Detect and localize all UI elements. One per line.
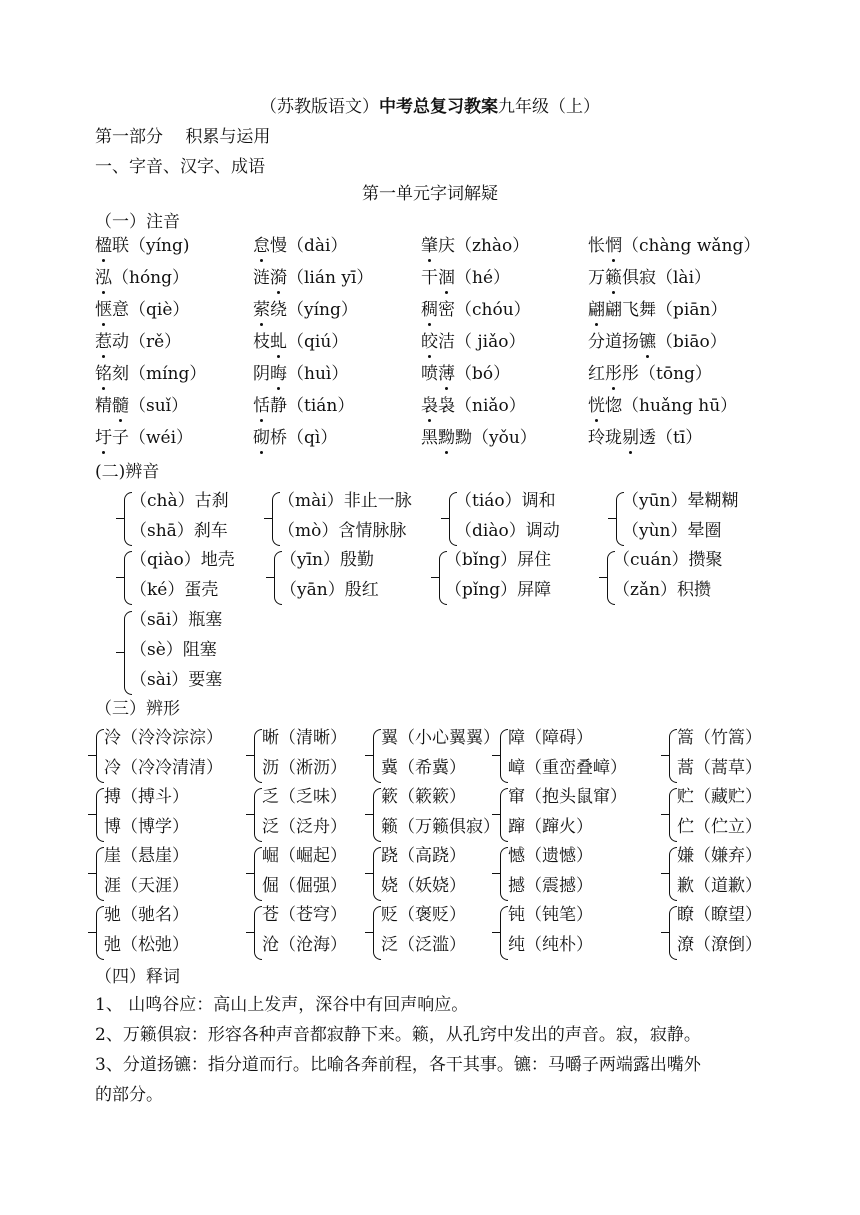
zhuyin-item — [95, 298, 189, 322]
reading: 桥（qì） — [270, 428, 338, 448]
bianxing-item: 蹿（蹿火） — [508, 817, 593, 837]
bianxing-item: 泠（泠泠淙淙） — [104, 728, 223, 748]
brace-mark — [500, 729, 508, 783]
bianxing-item: 驰（驰名） — [104, 905, 189, 925]
dotted-char: 砌 — [253, 428, 270, 448]
zhuyin-item — [253, 330, 348, 354]
dotted-char: 彤 — [605, 364, 622, 384]
bianxing-item: 泛（泛滥） — [381, 935, 466, 955]
bianxing-item: 钝（钝笔） — [508, 905, 593, 925]
dotted-char: 薄 — [438, 364, 455, 384]
word-part: 喷 — [421, 364, 438, 384]
reading: 密（chóu） — [438, 300, 531, 320]
bianyin-item: （cuán）攒聚 — [613, 550, 723, 570]
dotted-char: 萦 — [253, 300, 270, 320]
dotted-char: 晦 — [270, 364, 287, 384]
word-part: 红 — [588, 364, 605, 384]
zhuyin-item — [421, 298, 531, 322]
reading: 刻（míng） — [112, 364, 207, 384]
bianyin-item: （chà）古刹 — [130, 491, 229, 511]
zhuyin-item — [588, 298, 727, 322]
shici-line: 的部分。 — [95, 1085, 163, 1105]
brace-mark — [96, 729, 104, 783]
word-part: 分道扬 — [588, 332, 639, 352]
bianxing-item: 崖（悬崖） — [104, 846, 189, 866]
zhuyin-item — [253, 298, 358, 322]
shici-line: 3、分道扬镳：指分道而行。比喻各奔前程，各干其事。镳：马嚼子两端露出嘴外 — [95, 1055, 701, 1075]
zhuyin-item — [253, 362, 348, 386]
reading: 翩飞舞（piān） — [605, 300, 728, 320]
dotted-char: 虬 — [270, 332, 287, 352]
bianxing-item: 潦（潦倒） — [677, 935, 762, 955]
bianxing-item: 崛（崛起） — [262, 846, 347, 866]
bianyin-item: （sè）阻塞 — [130, 640, 217, 660]
zhuyin-item — [588, 330, 727, 354]
reading: 袅（niǎo） — [438, 396, 526, 416]
dotted-char: 籁 — [605, 268, 622, 288]
unit-title: 第一单元字词解疑 — [362, 184, 498, 204]
dotted-char: 髓 — [112, 396, 129, 416]
dotted-char: 剔 — [622, 428, 639, 448]
zhuyin-item — [95, 394, 188, 418]
word-part: 干 — [421, 268, 438, 288]
section-heading: 一、字音、汉字、成语 — [95, 157, 265, 177]
reading: 惚（huǎng hū） — [605, 396, 738, 416]
bianxing-item: 弛（松弛） — [104, 935, 189, 955]
reading: 意（qiè） — [112, 300, 190, 320]
zhuyin-item — [421, 362, 510, 386]
reading: 洁（ jiǎo） — [438, 332, 526, 352]
brace-mark — [96, 906, 104, 960]
bianxing-item: 歉（道歉） — [677, 876, 762, 896]
bianxing-item: 籁（万籁俱寂） — [381, 817, 500, 837]
word-part: 阴 — [253, 364, 270, 384]
dotted-char: 惬 — [95, 300, 112, 320]
word-part: 涟 — [253, 268, 270, 288]
bianxing-item: 泛（泛舟） — [262, 817, 347, 837]
zhuyin-item — [588, 266, 711, 290]
zhuyin-item — [95, 330, 181, 354]
title-suffix: 九年级（上） — [498, 97, 600, 117]
dotted-char: 翩 — [588, 300, 605, 320]
brace-mark — [373, 729, 381, 783]
zhuyin-item — [253, 234, 347, 258]
bianxing-item: 博（博学） — [104, 817, 189, 837]
word-part: 万 — [588, 268, 605, 288]
bianyin-item: （sài）要塞 — [130, 670, 223, 690]
zhuyin-item — [421, 330, 525, 354]
bianyin-item: （zǎn）积攒 — [613, 580, 712, 600]
bianyin-item: （mài）非止一脉 — [278, 491, 412, 511]
bianyin-item: （yùn）晕圈 — [622, 521, 722, 541]
bianxing-item: 嶂（重峦叠嶂） — [508, 758, 627, 778]
bianxing-item: 憾（遗憾） — [508, 846, 593, 866]
bianxing-item: 倔（倔强） — [262, 876, 347, 896]
reading: 静（tián） — [270, 396, 355, 416]
zhuyin-item — [421, 426, 537, 450]
brace-mark — [254, 729, 262, 783]
bianxing-item: 搏（搏斗） — [104, 787, 189, 807]
brace-mark — [254, 847, 262, 901]
zhuyin-item — [421, 234, 529, 258]
bianyin-item: （qiào）地壳 — [130, 550, 235, 570]
dotted-char: 黝 — [438, 428, 455, 448]
bianxing-item: 沥（淅沥） — [262, 758, 347, 778]
bianxing-item: 跷（高跷） — [381, 846, 466, 866]
bianyin-item: （shā）刹车 — [130, 521, 228, 541]
zhuyin-item — [588, 394, 737, 418]
zhuyin-item — [253, 426, 337, 450]
bianyin-item: （ké）蛋壳 — [130, 580, 219, 600]
bianxing-item: 篙（竹篙） — [677, 728, 762, 748]
bianxing-item: 贬（褒贬） — [381, 905, 466, 925]
bianxing-item: 贮（藏贮） — [677, 787, 762, 807]
dotted-char: 铭 — [95, 364, 112, 384]
dotted-char: 惘 — [605, 236, 622, 256]
reading: 联（yíng) — [112, 236, 190, 256]
word-part: 怅 — [588, 236, 605, 256]
brace-mark — [254, 788, 262, 842]
brace-mark — [373, 788, 381, 842]
bianyin-item: （tiáo）调和 — [455, 491, 556, 511]
zhuyin-heading: （一）注音 — [95, 212, 180, 232]
reading: （biāo） — [656, 332, 727, 352]
brace-mark — [669, 906, 677, 960]
dotted-char: 楹 — [95, 236, 112, 256]
brace-mark — [96, 847, 104, 901]
bianyin-heading: (二)辨音 — [95, 462, 160, 482]
bianyin-item: （diào）调动 — [455, 521, 560, 541]
bianyin-item: （yūn）晕糊糊 — [622, 491, 739, 511]
reading: 子（wéi） — [112, 428, 194, 448]
reading: 黝（yǒu） — [455, 428, 537, 448]
reading: 庆（zhào） — [438, 236, 530, 256]
zhuyin-item — [588, 426, 702, 450]
dotted-char: 皎 — [421, 332, 438, 352]
word-part: 黑 — [421, 428, 438, 448]
bianxing-item: 冷（冷冷清清） — [104, 758, 223, 778]
reading: 动（rě） — [112, 332, 182, 352]
dotted-char: 恬 — [253, 396, 270, 416]
dotted-char: 涸 — [438, 268, 455, 288]
word-part: 玲珑 — [588, 428, 622, 448]
title-prefix: （苏教版语文） — [260, 97, 379, 117]
dotted-char: 恍 — [588, 396, 605, 416]
bianxing-item: 伫（伫立） — [677, 817, 762, 837]
reading: （bó） — [455, 364, 511, 384]
brace-mark — [373, 906, 381, 960]
reading: （hé） — [455, 268, 511, 288]
document-title — [0, 95, 860, 119]
bianyin-item: （bǐng）屏住 — [445, 550, 552, 570]
bianyin-item: （mò）含情脉脉 — [278, 521, 407, 541]
brace-mark — [373, 847, 381, 901]
dotted-char: 圩 — [95, 428, 112, 448]
reading: 俱寂（lài） — [622, 268, 712, 288]
reading: （suǐ） — [129, 396, 189, 416]
brace-mark — [96, 788, 104, 842]
shici-line: 2、万籁俱寂：形容各种声音都寂静下来。籁，从孔窍中发出的声音。寂，寂静。 — [95, 1025, 701, 1045]
reading: （hóng） — [112, 268, 190, 288]
zhuyin-item — [588, 362, 712, 386]
brace-mark — [500, 788, 508, 842]
bianxing-item: 冀（希冀） — [381, 758, 466, 778]
part-heading: 第一部分 积累与运用 — [95, 127, 271, 147]
dotted-char: 泓 — [95, 268, 112, 288]
dotted-char: 镳 — [639, 332, 656, 352]
bianxing-item: 嫌（嫌弃） — [677, 846, 762, 866]
reading: 绕（yíng） — [270, 300, 358, 320]
bianxing-item: 涯（天涯） — [104, 876, 189, 896]
bianxing-item: 簌（簌簌） — [381, 787, 466, 807]
bianyin-item: （sāi）瓶塞 — [130, 610, 223, 630]
zhuyin-item — [253, 394, 354, 418]
bianxing-item: 翼（小心翼翼） — [381, 728, 500, 748]
zhuyin-item — [588, 234, 760, 258]
zhuyin-item — [253, 266, 373, 290]
reading: （huì） — [287, 364, 349, 384]
dotted-char: 漪 — [270, 268, 287, 288]
shici-heading: （四）释词 — [95, 967, 180, 987]
brace-mark — [669, 729, 677, 783]
reading: （qiú） — [287, 332, 349, 352]
bianyin-item: （pǐng）屏障 — [445, 580, 552, 600]
brace-mark — [669, 847, 677, 901]
zhuyin-item — [95, 234, 190, 258]
bianxing-item: 娆（妖娆） — [381, 876, 466, 896]
brace-mark — [669, 788, 677, 842]
bianxing-item: 苍（苍穹） — [262, 905, 347, 925]
zhuyin-item — [95, 362, 206, 386]
zhuyin-item — [95, 426, 193, 450]
reading: （chàng wǎng） — [622, 236, 761, 256]
bianxing-item: 窜（抱头鼠窜） — [508, 787, 627, 807]
brace-mark — [500, 847, 508, 901]
reading: 慢（dài） — [270, 236, 348, 256]
brace-mark — [500, 906, 508, 960]
brace-mark — [254, 906, 262, 960]
dotted-char: 怠 — [253, 236, 270, 256]
bianxing-item: 撼（震撼） — [508, 876, 593, 896]
reading: （lián yī） — [287, 268, 374, 288]
bianxing-item: 沧（沧海） — [262, 935, 347, 955]
dotted-char: 袅 — [421, 396, 438, 416]
dotted-char: 肇 — [421, 236, 438, 256]
word-part: 枝 — [253, 332, 270, 352]
bianxing-item: 蒿（蒿草） — [677, 758, 762, 778]
bianxing-item: 障（障碍） — [508, 728, 593, 748]
bianyin-item: （yīn）殷勤 — [280, 550, 374, 570]
shici-line: 1、 山鸣谷应：高山上发声，深谷中有回声响应。 — [95, 995, 469, 1015]
bianyin-item: （yān）殷红 — [280, 580, 379, 600]
reading: 透（tī） — [639, 428, 703, 448]
reading: 彤（tōng） — [622, 364, 712, 384]
zhuyin-item — [95, 266, 189, 290]
title-bold: 中考总复习教案 — [379, 97, 498, 117]
zhuyin-item — [421, 394, 526, 418]
bianxing-heading: （三）辨形 — [95, 699, 180, 719]
bianxing-item: 纯（纯朴） — [508, 935, 593, 955]
zhuyin-item — [421, 266, 510, 290]
bianxing-item: 晰（清晰） — [262, 728, 347, 748]
bianxing-item: 乏（乏味） — [262, 787, 347, 807]
dotted-char: 稠 — [421, 300, 438, 320]
word-part: 精 — [95, 396, 112, 416]
dotted-char: 惹 — [95, 332, 112, 352]
bianxing-item: 瞭（瞭望） — [677, 905, 762, 925]
